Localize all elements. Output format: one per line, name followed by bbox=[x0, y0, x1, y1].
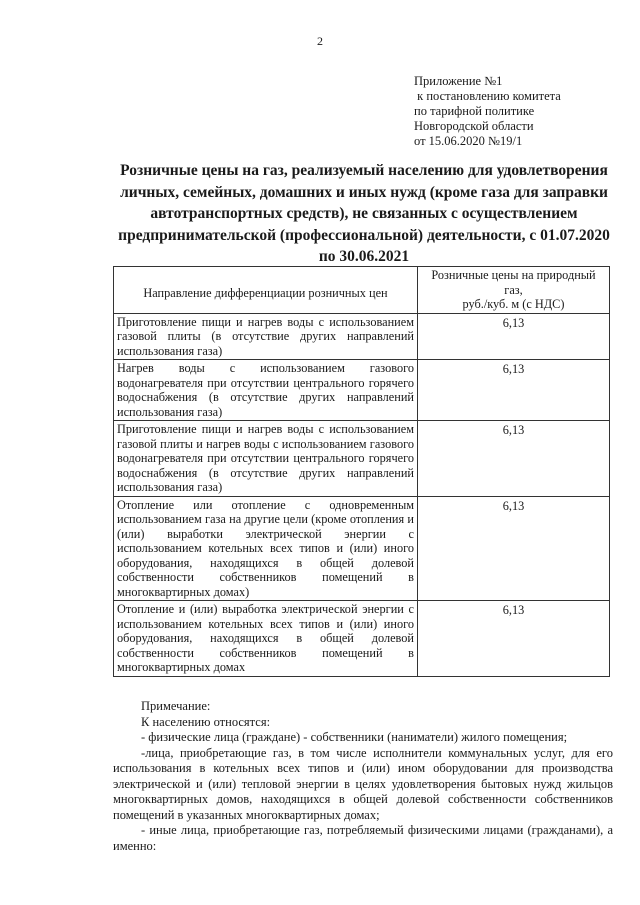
appendix-line: Новгородской области bbox=[414, 119, 534, 133]
table-row bbox=[114, 496, 610, 601]
notes-intro: К населению относятся: bbox=[141, 714, 271, 729]
table-header-row bbox=[114, 267, 610, 314]
appendix-line: от 15.06.2020 №19/1 bbox=[414, 134, 523, 148]
notes-item: - иные лица, приобретающие газ, потребляемый физическими лицами (гражданами), а именно: bbox=[113, 823, 613, 853]
table-row bbox=[114, 313, 610, 360]
header-direction: Направление дифференциации розничных цен bbox=[114, 267, 418, 314]
row-price: 6,13 bbox=[418, 496, 610, 601]
notes-item: -лица, приобретающие газ, в том числе исполнители коммунальных услуг, для его использования в котельных всех типов и (или) ином оборудовании для производства электрической и (или) тепловой энергии в целях удовлетворения бытовых нужд жильцов многоквартирных домов, находящихся в общей долевой собственности собственников помещений в указанных многоквартирных домах; bbox=[113, 745, 613, 822]
row-price: 6,13 bbox=[418, 313, 610, 360]
document-title: Розничные цены на газ, реализуемый населению для удовлетворения личных, семейных, домашних и иных нужд (кроме газа для заправки автотранспортных средств), не связанных с осуществлением предпринимательской (профессиональной) деятельности, с 01.07.2020 по 30.06.2021 bbox=[118, 162, 610, 265]
row-price: 6,13 bbox=[418, 421, 610, 497]
row-price: 6,13 bbox=[418, 360, 610, 421]
row-price: 6,13 bbox=[418, 601, 610, 677]
appendix-block bbox=[414, 74, 561, 149]
table-row bbox=[114, 421, 610, 497]
page-number: 2 bbox=[317, 34, 323, 48]
row-direction: Отопление и (или) выработка электрической энергии с использованием котельных всех типов и (или) иного оборудования, находящихся в общей долевой собственности собственников помещений в многоквартирных домах bbox=[114, 601, 418, 677]
row-direction: Приготовление пищи и нагрев воды с использованием газовой плиты и нагрев воды с использованием газового водонагревателя при отсутствии центрального горячего водоснабжения (в отсутствие других направлений использования газа) bbox=[114, 421, 418, 497]
table-row bbox=[114, 601, 610, 677]
price-table bbox=[113, 266, 610, 677]
row-direction: Отопление или отопление с одновременным использованием газа на другие цели (кроме отопления и (или) выработки электрической энергии с использованием котельных всех типов и (или) иного оборудования, находящихся в общей долевой собственности собственников помещений в многоквартирных домах) bbox=[114, 496, 418, 601]
notes-item: - физические лица (граждане) - собственники (наниматели) жилого помещения; bbox=[141, 730, 568, 744]
notes-heading: Примечание: bbox=[141, 699, 211, 713]
notes-section bbox=[113, 699, 613, 854]
appendix-line: Приложение №1 bbox=[414, 74, 503, 88]
row-direction: Нагрев воды с использованием газового водонагревателя при отсутствии центрального горячего водоснабжения (в отсутствие других направлений использования газа) bbox=[114, 360, 418, 421]
row-direction: Приготовление пищи и нагрев воды с использованием газовой плиты (в отсутствие других направлений использования газа) bbox=[114, 313, 418, 360]
appendix-line: по тарифной политике bbox=[414, 104, 535, 118]
appendix-line: к постановлению комитета bbox=[414, 89, 561, 103]
table-row bbox=[114, 360, 610, 421]
header-price: Розничные цены на природный газ, руб./куб. м (с НДС) bbox=[418, 267, 610, 314]
